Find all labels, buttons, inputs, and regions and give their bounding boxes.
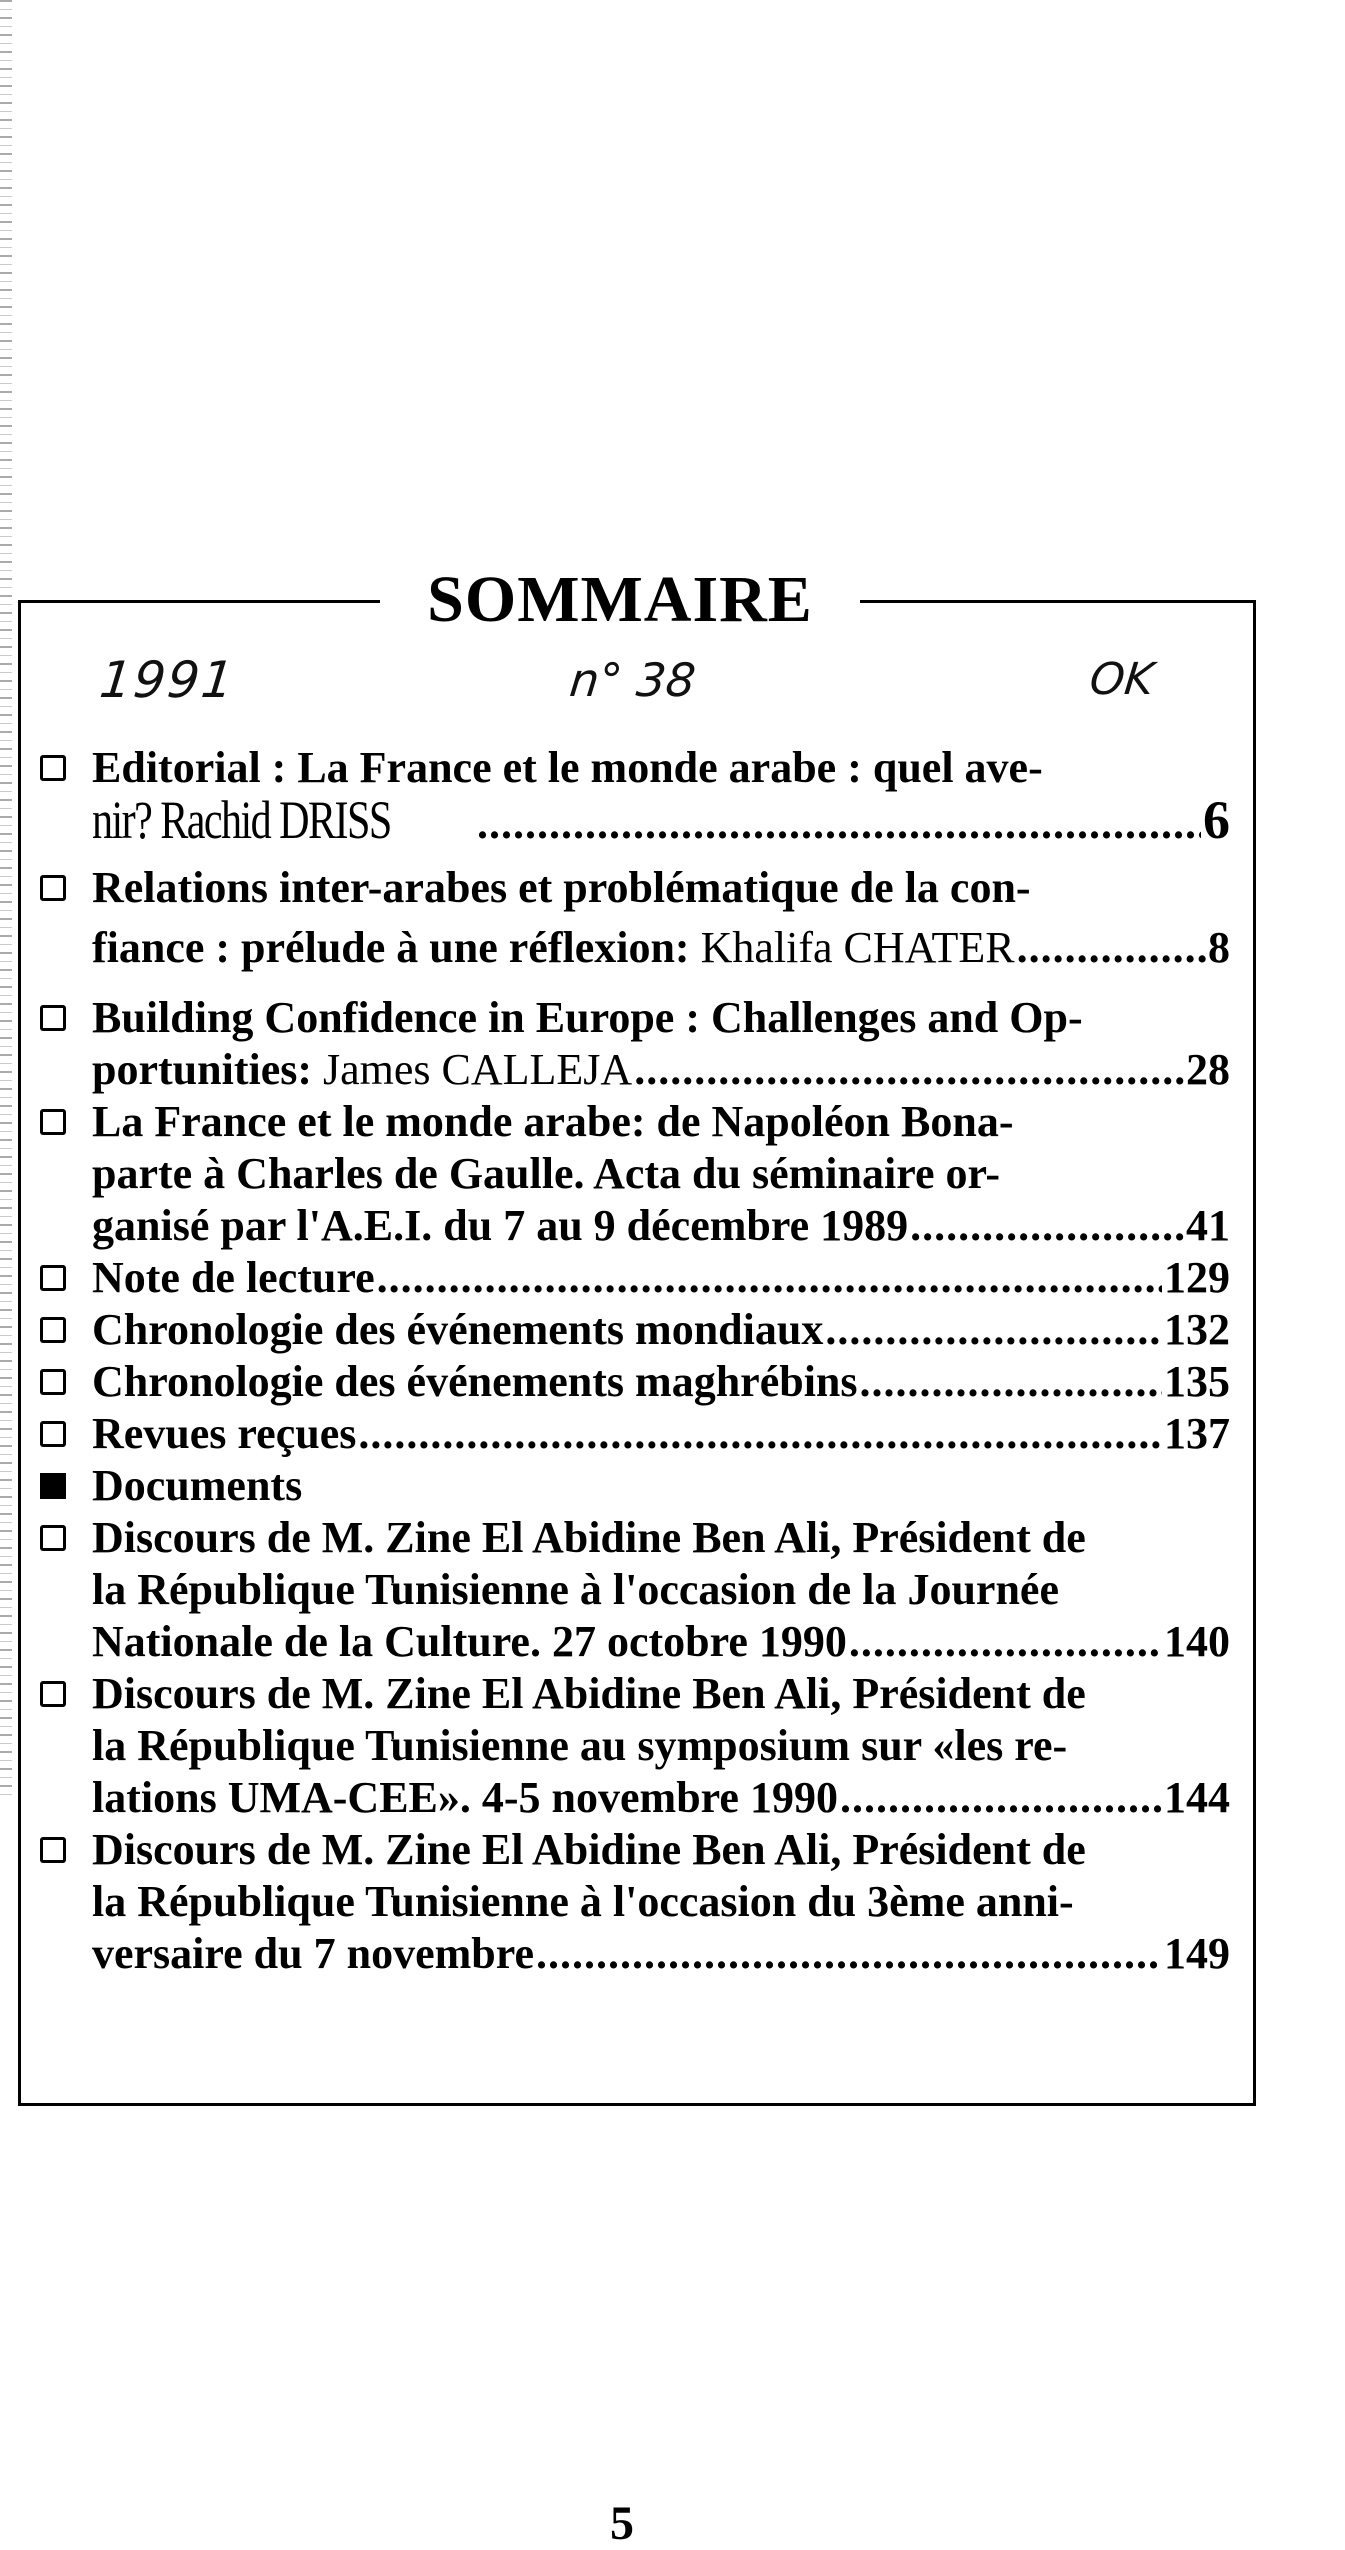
entry-line: Editorial : La France et le monde arabe : quel ave-: [92, 743, 1043, 792]
entry-leader-line: [92, 918, 1230, 978]
checkbox-icon: [40, 1005, 66, 1031]
checkbox-icon: [40, 1265, 66, 1291]
entry-leader-line: [92, 1044, 1230, 1096]
page-title: SOMMAIRE: [427, 563, 813, 636]
entry-page-number: 8: [1208, 923, 1230, 972]
page-number: 5: [610, 2497, 634, 2550]
scan-edge-artifact: [0, 0, 12, 1800]
dot-leader: [634, 1044, 1184, 1096]
dot-leader: [825, 1304, 1162, 1356]
section-heading-label: Documents: [92, 1461, 303, 1510]
dot-leader: [1017, 918, 1206, 978]
section-heading: [30, 1460, 1230, 1512]
dot-leader: [860, 1356, 1162, 1408]
entry-title: Nationale de la Culture. 27 octobre 1990: [92, 1617, 847, 1666]
entry-page-number: 135: [1164, 1357, 1230, 1406]
entry-leader-line: [92, 1252, 1230, 1304]
entry-leader-line: [92, 1772, 1230, 1824]
list-item: [30, 1252, 1230, 1304]
dot-leader: [849, 1616, 1162, 1668]
checkbox-icon: [40, 1109, 66, 1135]
dot-leader: [477, 798, 1201, 850]
entry-line: Building Confidence in Europe : Challenges and Op-: [92, 993, 1083, 1042]
handwritten-ok-mark: OK: [1087, 654, 1157, 705]
entry-leader-line: [92, 1356, 1230, 1408]
title-block: [380, 552, 860, 648]
list-item: [30, 1096, 1230, 1252]
entry-leader-line: [92, 1616, 1230, 1668]
entry-line: la République Tunisienne à l'occasion du 3ème anni-: [92, 1877, 1074, 1926]
filled-square-icon: [40, 1473, 66, 1499]
handwritten-issue-number: n° 38: [567, 653, 699, 707]
entry-page-number: 28: [1186, 1045, 1230, 1094]
entry-line: La France et le monde arabe: de Napoléon Bona-: [92, 1097, 1014, 1146]
list-item: [30, 1512, 1230, 1668]
entry-title: Chronologie des événements maghrébins: [92, 1357, 858, 1406]
entry-title: fiance : prélude à une réflexion:: [92, 923, 690, 972]
entry-leader-line: [92, 1408, 1230, 1460]
list-item: [30, 1356, 1230, 1408]
dot-leader: [358, 1408, 1162, 1460]
entry-page-number: 6: [1203, 790, 1230, 850]
entry-title: Chronologie des événements mondiaux: [92, 1305, 824, 1354]
entry-leader-line: [92, 1304, 1230, 1356]
checkbox-icon: [40, 1369, 66, 1395]
entry-page-number: 140: [1164, 1617, 1230, 1666]
entry-leader-line: [92, 1200, 1230, 1252]
entry-title-author: nir? Rachid DRISS: [92, 790, 391, 850]
entry-leader-line: [92, 790, 1230, 850]
dot-leader: [910, 1200, 1184, 1252]
entry-leader-line: [92, 1928, 1230, 1980]
entry-page-number: 144: [1164, 1773, 1230, 1822]
entry-line: la République Tunisienne au symposium sur «les re-: [92, 1721, 1068, 1770]
dot-leader: [536, 1928, 1162, 1980]
checkbox-icon: [40, 755, 66, 781]
list-item: [30, 858, 1230, 978]
entry-title: portunities:: [92, 1045, 312, 1094]
entry-author: Khalifa CHATER: [689, 923, 1015, 972]
entry-page-number: 137: [1164, 1409, 1230, 1458]
dot-leader: [377, 1252, 1162, 1304]
entry-page-number: 149: [1164, 1929, 1230, 1978]
checkbox-icon: [40, 1317, 66, 1343]
dot-leader: [840, 1772, 1162, 1824]
list-item: [30, 1408, 1230, 1460]
list-item: [30, 1304, 1230, 1356]
contents-list: [30, 742, 1230, 1980]
entry-line: la République Tunisienne à l'occasion de la Journée: [92, 1565, 1059, 1614]
entry-title: versaire du 7 novembre: [92, 1929, 534, 1978]
entry-page-number: 129: [1164, 1253, 1230, 1302]
checkbox-icon: [40, 1421, 66, 1447]
entry-line: Discours de M. Zine El Abidine Ben Ali, Président de: [92, 1669, 1086, 1718]
list-item: [30, 992, 1230, 1096]
entry-page-number: 132: [1164, 1305, 1230, 1354]
entry-line: Discours de M. Zine El Abidine Ben Ali, Président de: [92, 1825, 1086, 1874]
handwritten-year: 1991: [96, 651, 239, 709]
list-item: [30, 742, 1230, 850]
entry-line: parte à Charles de Gaulle. Acta du séminaire or-: [92, 1149, 1001, 1198]
entry-line: Discours de M. Zine El Abidine Ben Ali, Président de: [92, 1513, 1086, 1562]
checkbox-icon: [40, 1525, 66, 1551]
entry-title: Revues reçues: [92, 1409, 357, 1458]
entry-page-number: 41: [1186, 1201, 1230, 1250]
list-item: [30, 1668, 1230, 1824]
list-item: [30, 1824, 1230, 1980]
entry-title: Note de lecture: [92, 1253, 375, 1302]
entry-title: ganisé par l'A.E.I. du 7 au 9 décembre 1989: [92, 1201, 909, 1250]
checkbox-icon: [40, 1837, 66, 1863]
checkbox-icon: [40, 1681, 66, 1707]
entry-line: Relations inter-arabes et problématique de la con-: [92, 863, 1031, 912]
entry-author: James CALLEJA: [312, 1045, 633, 1094]
entry-title: lations UMA-CEE». 4-5 novembre 1990: [92, 1773, 838, 1822]
checkbox-icon: [40, 875, 66, 901]
